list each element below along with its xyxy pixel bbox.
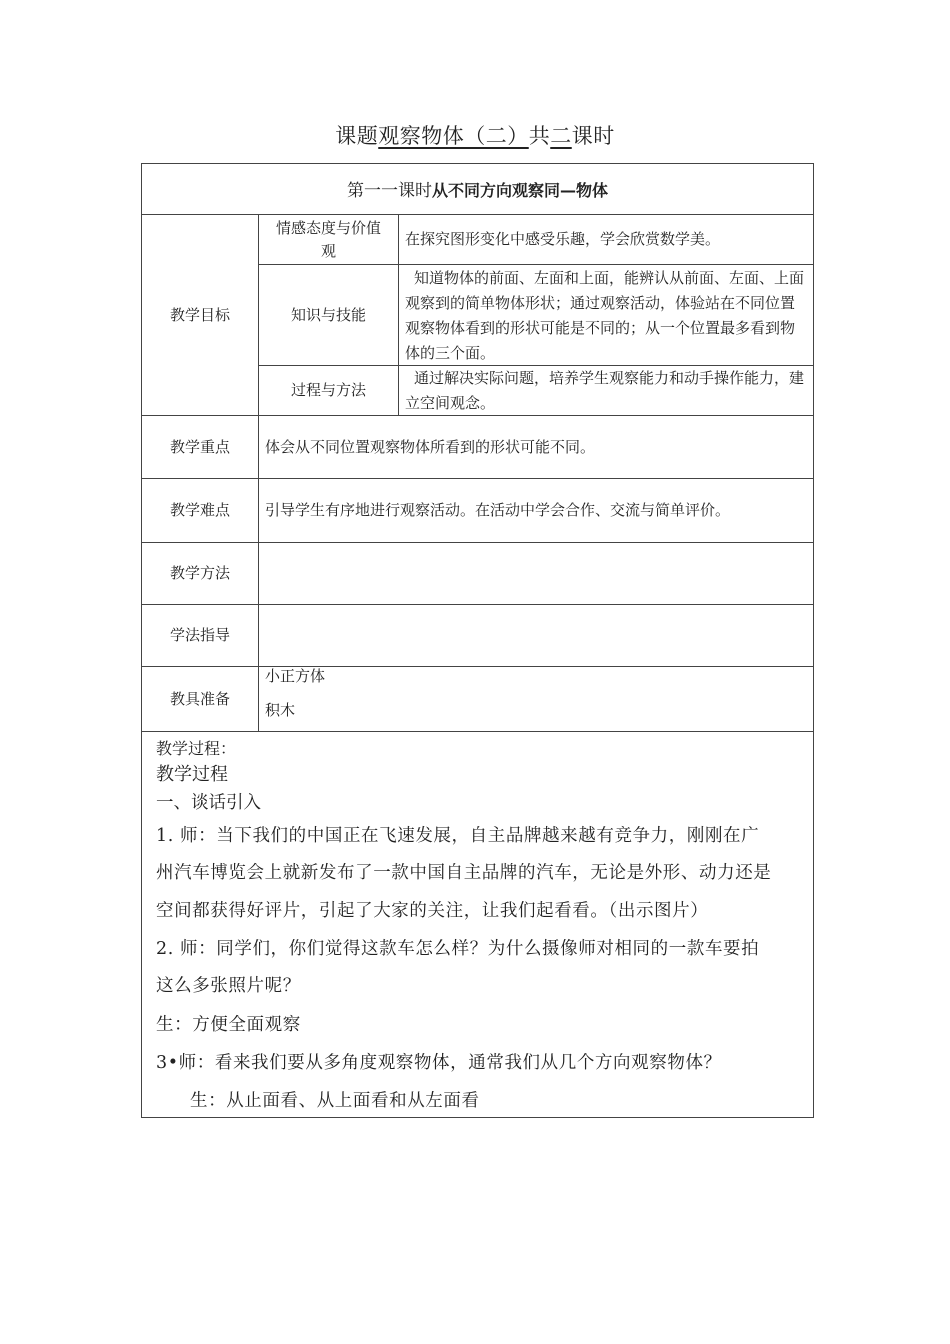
paragraph-line: 州汽车博览会上就新发布了一款中国自主品牌的汽车，无论是外形、动力还是 [156,863,772,883]
goal-knowledge-content: 知道物体的前面、左面和上面，能辨认从前面、左面、上面观察到的简单物体形状；通过观察活动，体验站在不同位置观察物体看到的形状可能是不同的；从一个位置最多看到物体的三个面。 [405,269,805,362]
tools-item: 积木 [265,701,296,719]
key-point-label: 教学重点 [169,437,230,456]
paragraph-line: 生：方便全面观察 [156,1015,301,1035]
tools-label: 教具准备 [169,689,230,708]
lesson-heading [142,176,813,201]
goal-process-label: 过程与方法 [290,381,366,399]
goal-knowledge-label: 知识与技能 [290,305,366,324]
process-heading: 教学过程 [156,764,228,785]
method-label: 教学方法 [169,564,230,582]
lesson-prefix: 第一一课时 [346,181,432,201]
table-divider [141,731,814,732]
goal-attitude-content: 在探究图形变化中感受乐趣，学会欣赏数学美。 [405,230,721,248]
paragraph-line: 这么多张照片呢？ [156,976,301,996]
lesson-title: 从不同方向观察同—物体 [431,181,608,200]
difficulty-label: 教学难点 [169,501,230,519]
page-title [0,120,950,150]
title-prefix: 课题 [335,124,379,148]
paragraph-line: 生：从止面看、从上面看和从左面看 [190,1091,480,1111]
section-heading: 一、谈话引入 [156,793,261,813]
study-label: 学法指导 [169,626,230,644]
paragraph-line: 1. 师：当下我们的中国正在飞速发展，自主品牌越来越有竞争力，刚刚在广 [156,826,760,846]
process-label: 教学过程： [156,739,237,758]
goal-process-content: 通过解决实际问题，培养学生观察能力和动手操作能力，建立空间观念。 [405,369,805,412]
goals-label: 教学目标 [169,305,230,324]
title-middle: 共 [528,124,551,148]
goal-attitude-label: 情感态度与价值观 [275,218,381,260]
table-divider [398,214,399,415]
difficulty-content: 引导学生有序地进行观察活动。在活动中学会合作、交流与简单评价。 [265,501,731,519]
paragraph-line: 2. 师：同学们，你们觉得这款车怎么样？为什么摄像师对相同的一款车要拍 [156,939,760,959]
tools-item: 小正方体 [265,667,326,685]
paragraph-line: 3•师：看来我们要从多角度观察物体，通常我们从几个方向观察物体？ [156,1053,722,1073]
topic-name: 观察物体（二） [378,124,529,148]
lesson-count: 二 [550,124,572,148]
paragraph-line: 空间都获得好评片，引起了大家的关注，让我们起看看。（出示图片） [156,901,709,921]
key-point-content: 体会从不同位置观察物体所看到的形状可能不同。 [265,438,596,456]
title-suffix: 课时 [571,124,615,148]
